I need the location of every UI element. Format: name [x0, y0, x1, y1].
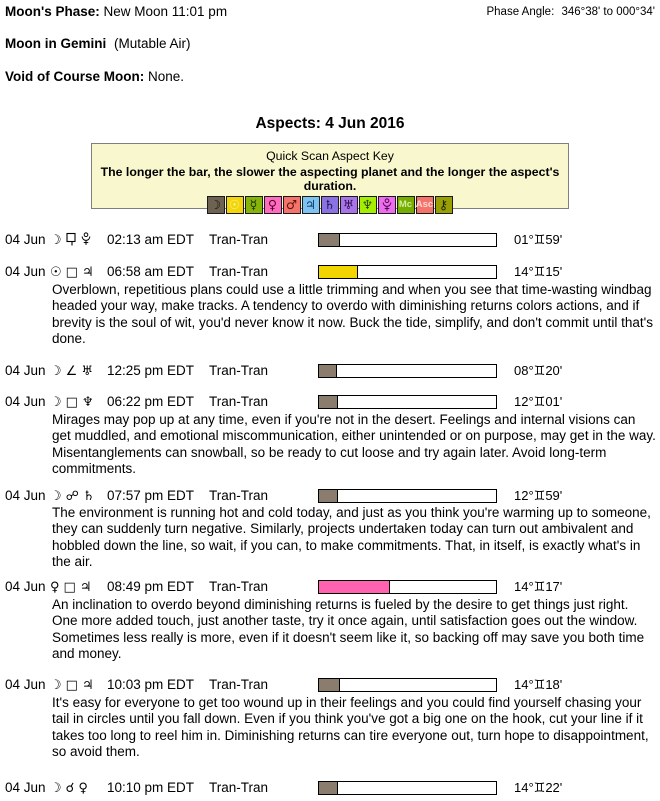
uranus-icon: ♅: [340, 196, 358, 214]
uranus-icon: ♅: [81, 364, 93, 379]
aspect-date: 04 Jun: [5, 579, 46, 594]
moon-icon: ☽: [50, 233, 62, 248]
aspect-row: [0, 488, 660, 504]
moon-icon: ☽: [50, 781, 62, 796]
aspect-time: 12:25 pm EDT: [107, 363, 195, 378]
aspect-row: [0, 264, 660, 280]
quick-scan-key-box: [91, 143, 569, 212]
square-aspect-icon: □: [63, 580, 76, 595]
moon-icon: ☽: [50, 489, 62, 504]
neptune-icon: ♆: [359, 196, 377, 214]
aspect-time: 07:57 pm EDT: [107, 488, 195, 503]
key-subtitle: The longer the bar, the slower the aspecting planet and the longer the aspect's duration.: [100, 165, 560, 193]
void-of-course-value: None.: [148, 69, 185, 84]
aspect-time: 06:58 am EDT: [107, 264, 195, 279]
void-of-course-label: Void of Course Moon:: [5, 69, 145, 84]
aspect-date: 04 Jun: [5, 232, 46, 247]
aspect-date: 04 Jun: [5, 677, 46, 692]
aspect-glyphs: [50, 365, 107, 378]
duration-bar: [318, 395, 497, 409]
jupiter-icon: ♃: [81, 678, 94, 693]
duration-bar: [318, 580, 497, 594]
aspect-interpretation: Mirages may pop up at any time, even if you're not in the desert. Feelings and internal visions can get muddled, and emotional miscommunication, either unintended or on purpose, may get in the way. Misentanglements can snowball, so be ready to cut loose and try again later. Avoid long-term commitments.: [52, 412, 656, 477]
ascendant-icon: Asc: [416, 196, 434, 214]
duration-bar-fill: [319, 490, 338, 502]
aspect-date: 04 Jun: [5, 394, 46, 409]
aspect-type: Tran-Tran: [209, 232, 269, 247]
neptune-icon: ♆: [81, 395, 94, 410]
aspect-type: Tran-Tran: [209, 264, 269, 279]
pluto-icon: [81, 232, 91, 249]
duration-bar-fill: [319, 581, 390, 593]
aspect-degree: 12°♊01': [514, 394, 563, 409]
duration-bar-fill: [319, 234, 340, 246]
opposition-aspect-icon: ☍: [65, 489, 79, 504]
aspect-interpretation: The environment is running hot and cold today, and just as you think you're warming up to someone, they can suddenly turn negative. Similarly, projects undertaken today can turn out ambivalent and hobbled down the line, so wait, if you can, to make commitments. That, in itself, is exactly what's in the air.: [52, 505, 651, 570]
mars-icon: ♂: [283, 196, 301, 214]
duration-bar: [318, 781, 497, 795]
sesquiquadrate-icon: [66, 232, 77, 249]
aspect-interpretation: Overblown, repetitious plans could use a little trimming and when you see that time-wasting windbag headed your way, make tracks. A tendency to overdo with diminishing returns colors actions, and if brevity is the soul of wit, you'd never know it now. Buck the tide, simplify, and don't commit until that's done.: [52, 282, 654, 347]
aspect-glyphs: [50, 782, 107, 795]
aspect-date: 04 Jun: [5, 264, 46, 279]
conjunction-aspect-icon: ☌: [65, 781, 75, 796]
duration-bar-fill: [319, 266, 358, 278]
aspect-interpretation: An inclination to overdo beyond diminishing returns is fueled by the desire to get things just right. One more added touch, just another taste, try it once again, until satisfaction goes out the window. Sometimes less really is more, even if it doesn't seem like it, so backing off may save you both time and money.: [52, 597, 645, 662]
aspect-type: Tran-Tran: [209, 579, 269, 594]
aspect-type: Tran-Tran: [209, 677, 269, 692]
mercury-icon: ☿: [245, 196, 263, 214]
jupiter-icon: ♃: [79, 580, 92, 595]
venus-icon: ♀: [78, 781, 88, 796]
aspect-degree: 12°♊59': [514, 488, 563, 503]
moon-icon: ☽: [50, 678, 62, 693]
aspect-glyphs: [50, 581, 107, 594]
aspect-degree: 01°♊59': [514, 232, 563, 247]
moon-icon: ☽: [50, 364, 62, 379]
aspect-degree: 08°♊20': [514, 363, 563, 378]
semisquare-aspect-icon: ∠: [65, 364, 78, 379]
aspect-date: 04 Jun: [5, 363, 46, 378]
void-of-course-line: [5, 69, 184, 84]
sun-icon: ☉: [50, 265, 62, 280]
aspect-glyphs: [50, 232, 107, 249]
moons-phase-label: Moon's Phase:: [5, 4, 100, 19]
aspect-date: 04 Jun: [5, 780, 46, 795]
aspect-glyphs: [50, 490, 107, 503]
jupiter-icon: ♃: [81, 265, 94, 280]
sun-icon: ☉: [226, 196, 244, 214]
square-aspect-icon: □: [65, 678, 78, 693]
chiron-icon: ⚷: [435, 196, 453, 214]
aspect-row: [0, 363, 660, 379]
jupiter-icon: ♃: [302, 196, 320, 214]
aspect-degree: 14°♊22': [514, 780, 563, 795]
duration-bar: [318, 489, 497, 503]
aspect-glyphs: [50, 266, 107, 279]
pluto-icon: [378, 196, 396, 214]
aspect-time: 10:10 pm EDT: [107, 780, 195, 795]
aspect-glyphs: [50, 396, 107, 409]
square-aspect-icon: □: [65, 265, 78, 280]
aspects-title: Aspects: 4 Jun 2016: [255, 115, 405, 132]
moon-sign-note: (Mutable Air): [114, 36, 191, 51]
aspect-type: Tran-Tran: [209, 363, 269, 378]
aspect-row: [0, 677, 660, 693]
saturn-icon: ♄: [321, 196, 339, 214]
moons-phase-line: [5, 4, 227, 19]
square-aspect-icon: □: [65, 395, 78, 410]
planet-key-strip: [92, 196, 568, 214]
aspect-interpretation: It's easy for everyone to get too wound up in their feelings and you could find yourself chasing your tail in circles until you fall down. Even if you think you've got a big one on the hook, cut your line if it takes too long to reel him in. Diminishing returns can tire everyone out, turn hope to disappointment, so avoid them.: [52, 695, 649, 760]
aspect-time: 08:49 pm EDT: [107, 579, 195, 594]
duration-bar-fill: [319, 782, 338, 794]
moon-sign-line: [5, 36, 191, 51]
saturn-icon: ♄: [82, 489, 95, 504]
aspect-type: Tran-Tran: [209, 488, 269, 503]
moons-phase-value: New Moon 11:01 pm: [103, 4, 228, 19]
duration-bar-fill: [319, 679, 340, 691]
duration-bar-fill: [319, 365, 337, 377]
duration-bar: [318, 265, 497, 279]
aspect-type: Tran-Tran: [209, 394, 269, 409]
aspect-time: 06:22 pm EDT: [107, 394, 195, 409]
aspect-type: Tran-Tran: [209, 780, 269, 795]
duration-bar: [318, 364, 497, 378]
aspect-degree: 14°♊18': [514, 677, 563, 692]
aspect-row: [0, 780, 660, 796]
venus-icon: ♀: [50, 580, 60, 595]
aspect-row: [0, 579, 660, 595]
duration-bar-fill: [319, 396, 338, 408]
aspect-degree: 14°♊17': [514, 579, 563, 594]
aspect-time: 02:13 am EDT: [107, 232, 195, 247]
aspect-row: [0, 394, 660, 410]
key-title: Quick Scan Aspect Key: [266, 149, 394, 163]
aspect-row: [0, 232, 660, 248]
venus-icon: ♀: [264, 196, 282, 214]
moon-icon: ☽: [207, 196, 225, 214]
duration-bar: [318, 233, 497, 247]
midheaven-icon: Mc: [397, 196, 415, 214]
phase-angle-label: Phase Angle:: [486, 6, 555, 18]
aspect-date: 04 Jun: [5, 488, 46, 503]
aspect-degree: 14°♊15': [514, 264, 563, 279]
phase-angle-line: [486, 6, 655, 18]
aspect-time: 10:03 pm EDT: [107, 677, 195, 692]
duration-bar: [318, 678, 497, 692]
phase-angle-value: 346°38' to 000°34': [561, 6, 655, 18]
moon-sign-label: Moon in Gemini: [5, 36, 107, 51]
moon-icon: ☽: [50, 395, 62, 410]
aspect-glyphs: [50, 679, 107, 692]
